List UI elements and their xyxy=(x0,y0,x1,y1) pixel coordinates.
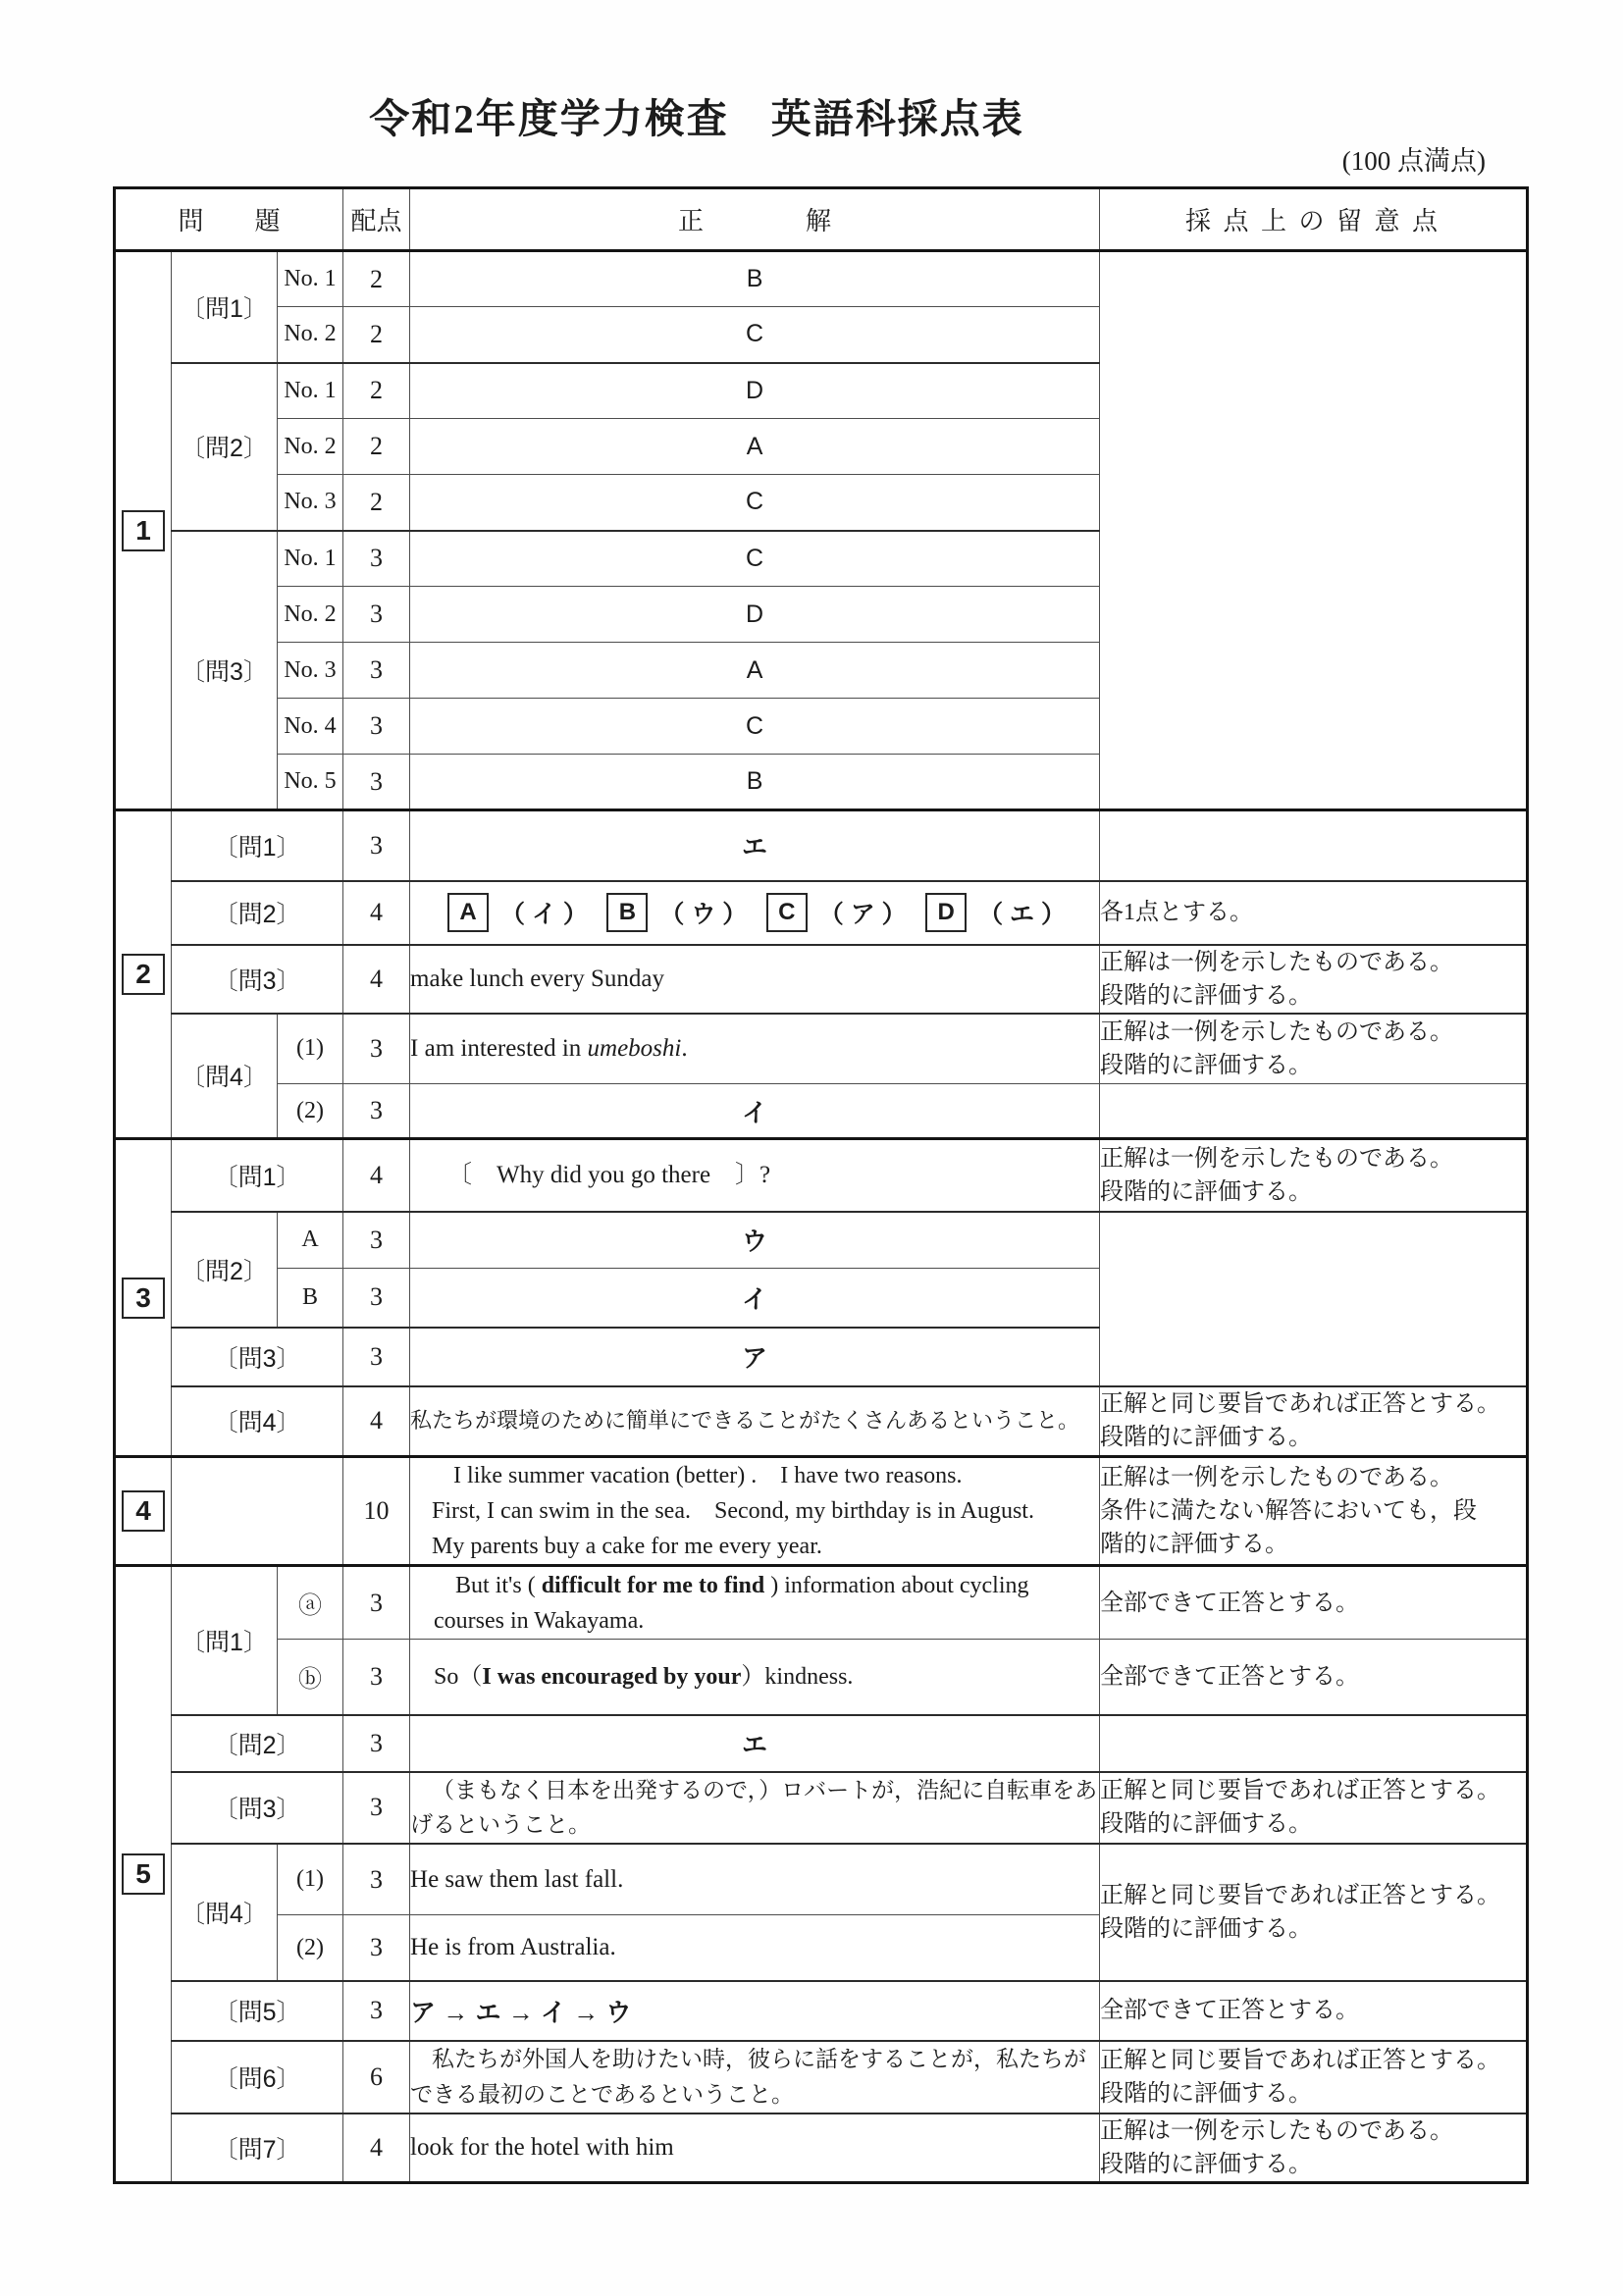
section-3-cell xyxy=(115,1139,172,1457)
s5-q2-notes-empty xyxy=(1100,1715,1528,1772)
s1-q2-no1-points: 2 xyxy=(343,363,410,419)
s5-q3-label: 〔問3〕 xyxy=(172,1772,343,1844)
note-line: 段階的に評価する。 xyxy=(1100,1178,1313,1205)
s2-q1-points: 3 xyxy=(343,810,410,881)
s1-q2-no2-points: 2 xyxy=(343,419,410,475)
s2-q2-val-b: （ ウ ） xyxy=(659,901,748,928)
section-1-number: 1 xyxy=(122,510,165,551)
s5-q2-answer: エ xyxy=(410,1715,1100,1772)
s2-q2-answer-row xyxy=(410,893,1099,932)
s3-q2-b-answer: イ xyxy=(410,1269,1100,1328)
note-line: 段階的に評価する。 xyxy=(1100,1811,1313,1838)
s1-q3-no2-sub: No. 2 xyxy=(278,587,343,643)
s3-q4-label: 〔問4〕 xyxy=(172,1386,343,1457)
s1-q3-no1-points: 3 xyxy=(343,531,410,587)
s2-q4-1-answer xyxy=(410,1014,1100,1084)
note-line: 段階的に評価する。 xyxy=(1100,2080,1313,2107)
s5-q4-label: 〔問4〕 xyxy=(172,1844,278,1981)
s1-q2-no2-sub: No. 2 xyxy=(278,419,343,475)
s1-q3-no2-answer: D xyxy=(410,587,1100,643)
s2-q2-item-a xyxy=(447,893,588,932)
s3-q1-notes xyxy=(1100,1139,1528,1212)
s5-q6-answer xyxy=(410,2041,1100,2113)
s4-points: 10 xyxy=(343,1457,410,1566)
s2-q4-2-sub: (2) xyxy=(278,1084,343,1139)
s1-q1-no1-sub: No. 1 xyxy=(278,251,343,307)
s2-q3-label: 〔問3〕 xyxy=(172,945,343,1014)
s1-q1-label: 〔問1〕 xyxy=(172,251,278,363)
s3-q3-points: 3 xyxy=(343,1328,410,1386)
s1-q3-no4-answer: C xyxy=(410,699,1100,755)
s5-q6-label: 〔問6〕 xyxy=(172,2041,343,2113)
s5-q1-a-notes: 全部できて正答とする。 xyxy=(1100,1566,1528,1640)
full-marks-label: (100 点満点) xyxy=(1341,146,1486,176)
answer-line: （まもなく日本を出発するので，）ロバートが，浩紀に自転車をあ xyxy=(432,1777,1098,1802)
s5-q3-points: 3 xyxy=(343,1772,410,1844)
s5-q3-answer xyxy=(410,1772,1100,1844)
header-question: 問 題 xyxy=(115,188,343,251)
header-answer: 正 解 xyxy=(410,188,1100,251)
s2-q2-label: 〔問2〕 xyxy=(172,881,343,945)
note-line: 段階的に評価する。 xyxy=(1100,1425,1313,1451)
s1-q3-label: 〔問3〕 xyxy=(172,531,278,810)
s2-q4-label: 〔問4〕 xyxy=(172,1014,278,1139)
s5-q2-points: 3 xyxy=(343,1715,410,1772)
answer-line: courses in Wakayama. xyxy=(434,1607,645,1634)
s5-q4-2-sub: (2) xyxy=(278,1915,343,1981)
s5-q1-b-notes: 全部できて正答とする。 xyxy=(1100,1640,1528,1715)
scoring-table xyxy=(113,186,1529,2184)
note-line: 正解は一例を示したものである。 xyxy=(1100,2117,1454,2144)
s5-q5-label: 〔問5〕 xyxy=(172,1981,343,2041)
s1-q3-no5-sub: No. 5 xyxy=(278,755,343,810)
s2-q2-val-d: （ エ ） xyxy=(978,901,1067,928)
s5-q7-points: 4 xyxy=(343,2113,410,2183)
section-5-number: 5 xyxy=(122,1853,165,1895)
note-line: 正解は一例を示したものである。 xyxy=(1100,1018,1454,1045)
s2-q2-box-c: C xyxy=(766,893,808,932)
s5-q4-notes xyxy=(1100,1844,1528,1981)
note-line: 段階的に評価する。 xyxy=(1100,1052,1313,1078)
s2-q2-answer xyxy=(410,881,1100,945)
s3-q2-a-sub: A xyxy=(278,1212,343,1269)
s2-q1-notes-empty xyxy=(1100,810,1528,881)
page-title: 令和2年度学力検査 英語科採点表 xyxy=(369,96,1024,141)
answer-line: げるということ。 xyxy=(410,1812,592,1838)
note-line: 正解は一例を示したものである。 xyxy=(1100,1465,1454,1491)
s3-q1-answer: 〔 Why did you go there 〕? xyxy=(410,1139,1100,1212)
s1-q2-no1-answer: D xyxy=(410,363,1100,419)
s3-q4-points: 4 xyxy=(343,1386,410,1457)
section-1-cell xyxy=(115,251,172,810)
answer-line: 私たちが外国人を助けたい時，彼らに話をすることが，私たちが xyxy=(432,2047,1087,2072)
s1-q2-no3-points: 2 xyxy=(343,475,410,531)
answer-line: First, I can swim in the sea. Second, my birthday is in August. xyxy=(432,1498,1034,1525)
s2-q3-notes xyxy=(1100,945,1528,1014)
header-points: 配点 xyxy=(343,188,410,251)
scoring-table-wrap xyxy=(113,186,1529,2184)
s5-q1-label: 〔問1〕 xyxy=(172,1566,278,1715)
note-line: 段階的に評価する。 xyxy=(1100,982,1313,1009)
s2-q3-answer: make lunch every Sunday xyxy=(410,945,1100,1014)
s2-q1-answer: エ xyxy=(410,810,1100,881)
s1-q3-no4-points: 3 xyxy=(343,699,410,755)
s1-q1-no1-answer: B xyxy=(410,251,1100,307)
s4-answer xyxy=(410,1457,1100,1566)
s5-q4-1-sub: (1) xyxy=(278,1844,343,1915)
section-3-number: 3 xyxy=(122,1278,165,1319)
s3-q4-notes xyxy=(1100,1386,1528,1457)
s1-q2-label: 〔問2〕 xyxy=(172,363,278,531)
note-line: 正解と同じ要旨であれば正答とする。 xyxy=(1100,1778,1501,1804)
answer-line: できる最初のことであるということ。 xyxy=(410,2081,795,2107)
note-line: 正解と同じ要旨であれば正答とする。 xyxy=(1100,2047,1501,2073)
s1-q1-no2-sub: No. 2 xyxy=(278,307,343,363)
s1-q3-no1-answer: C xyxy=(410,531,1100,587)
answer-text: ）kindness. xyxy=(741,1663,854,1690)
s1-q3-no3-sub: No. 3 xyxy=(278,643,343,699)
s2-q2-points: 4 xyxy=(343,881,410,945)
answer-text: ) information about cycling xyxy=(764,1572,1029,1598)
s5-q5-notes: 全部できて正答とする。 xyxy=(1100,1981,1528,2041)
s5-q7-label: 〔問7〕 xyxy=(172,2113,343,2183)
answer-line xyxy=(434,1568,1099,1603)
section-4-number: 4 xyxy=(122,1490,165,1532)
s1-q3-no5-points: 3 xyxy=(343,755,410,810)
header-notes: 採 点 上 の 留 意 点 xyxy=(1100,188,1528,251)
answer-text: So（ xyxy=(434,1663,483,1690)
s1-q3-no4-sub: No. 4 xyxy=(278,699,343,755)
s5-q2-label: 〔問2〕 xyxy=(172,1715,343,1772)
note-line: 正解と同じ要旨であれば正答とする。 xyxy=(1100,1882,1501,1908)
s5-q5-answer: ア → エ → イ → ウ xyxy=(410,1981,1100,2041)
s5-q4-1-points: 3 xyxy=(343,1844,410,1915)
section-2-cell xyxy=(115,810,172,1139)
s2-q4-2-points: 3 xyxy=(343,1084,410,1139)
s5-q4-1-answer: He saw them last fall. xyxy=(410,1844,1100,1915)
s2-q4-1-points: 3 xyxy=(343,1014,410,1084)
s5-q1-b-answer xyxy=(410,1640,1100,1715)
s1-q1-no2-answer: C xyxy=(410,307,1100,363)
s2-q4-2-answer: イ xyxy=(410,1084,1100,1139)
s1-q3-no1-sub: No. 1 xyxy=(278,531,343,587)
s3-q2-a-points: 3 xyxy=(343,1212,410,1269)
s2-q1-label: 〔問1〕 xyxy=(172,810,343,881)
s3-q3-label: 〔問3〕 xyxy=(172,1328,343,1386)
s2-q2-val-a: （ イ ） xyxy=(500,901,588,928)
s1-q3-no3-answer: A xyxy=(410,643,1100,699)
note-line: 正解は一例を示したものである。 xyxy=(1100,949,1454,975)
section-2-number: 2 xyxy=(122,954,165,995)
s1-q3-no2-points: 3 xyxy=(343,587,410,643)
answer-text: . xyxy=(681,1035,688,1063)
s3-q3-answer: ア xyxy=(410,1328,1100,1386)
section-5-cell xyxy=(115,1566,172,2183)
note-line: 正解は一例を示したものである。 xyxy=(1100,1145,1454,1172)
s1-q2-no3-answer: C xyxy=(410,475,1100,531)
s3-q4-answer: 私たちが環境のために簡単にできることがたくさんあるということ。 xyxy=(410,1386,1100,1457)
answer-text: But it's ( xyxy=(455,1572,542,1598)
s2-q4-2-notes-empty xyxy=(1100,1084,1528,1139)
s2-q2-item-d xyxy=(925,893,1066,932)
s1-q1-no1-points: 2 xyxy=(343,251,410,307)
note-line: 正解と同じ要旨であれば正答とする。 xyxy=(1100,1391,1501,1418)
s2-q2-box-d: D xyxy=(925,893,967,932)
s5-q1-b-points: 3 xyxy=(343,1640,410,1715)
s1-q2-no2-answer: A xyxy=(410,419,1100,475)
s5-q5-points: 3 xyxy=(343,1981,410,2041)
s5-q7-answer: look for the hotel with him xyxy=(410,2113,1100,2183)
s4-question-label-empty xyxy=(172,1457,343,1566)
s3-q2-b-points: 3 xyxy=(343,1269,410,1328)
s3-q2-b-sub: B xyxy=(278,1269,343,1328)
section-4-cell xyxy=(115,1457,172,1566)
s1-notes-empty xyxy=(1100,251,1528,810)
s2-q4-1-notes xyxy=(1100,1014,1528,1084)
note-line: 階的に評価する。 xyxy=(1100,1532,1289,1558)
s2-q2-box-a: A xyxy=(447,893,489,932)
note-line: 段階的に評価する。 xyxy=(1100,2152,1313,2178)
s5-q1-a-sub: ⓐ xyxy=(278,1566,343,1640)
s3-q2-label: 〔問2〕 xyxy=(172,1212,278,1328)
s5-q1-a-points: 3 xyxy=(343,1566,410,1640)
answer-text: I am interested in xyxy=(410,1035,588,1063)
s1-q3-no3-points: 3 xyxy=(343,643,410,699)
answer-bold: difficult for me to find xyxy=(541,1572,765,1598)
s5-q7-notes xyxy=(1100,2113,1528,2183)
s1-q3-no5-answer: B xyxy=(410,755,1100,810)
s5-q6-points: 6 xyxy=(343,2041,410,2113)
answer-italic: umeboshi xyxy=(587,1035,682,1063)
note-line: 段階的に評価する。 xyxy=(1100,1915,1313,1942)
s2-q2-item-c xyxy=(766,893,907,932)
s3-q2-q3-notes-empty xyxy=(1100,1212,1528,1386)
s4-notes xyxy=(1100,1457,1528,1566)
s5-q4-2-answer: He is from Australia. xyxy=(410,1915,1100,1981)
answer-line: My parents buy a cake for me every year. xyxy=(432,1534,822,1560)
s2-q4-1-sub: (1) xyxy=(278,1014,343,1084)
s2-q3-points: 4 xyxy=(343,945,410,1014)
s3-q2-a-answer: ウ xyxy=(410,1212,1100,1269)
s1-q1-no2-points: 2 xyxy=(343,307,410,363)
s2-q2-notes: 各1点とする。 xyxy=(1100,881,1528,945)
s2-q2-item-b xyxy=(606,893,747,932)
s2-q2-val-c: （ ア ） xyxy=(818,901,907,928)
s5-q1-a-answer xyxy=(410,1566,1100,1640)
s3-q1-label: 〔問1〕 xyxy=(172,1139,343,1212)
note-line: 条件に満たない解答においても，段 xyxy=(1100,1498,1478,1525)
s5-q1-b-sub: ⓑ xyxy=(278,1640,343,1715)
s2-q2-box-b: B xyxy=(606,893,648,932)
s3-q1-points: 4 xyxy=(343,1139,410,1212)
s1-q2-no1-sub: No. 1 xyxy=(278,363,343,419)
s5-q4-2-points: 3 xyxy=(343,1915,410,1981)
s1-q2-no3-sub: No. 3 xyxy=(278,475,343,531)
answer-line: I like summer vacation (better) . I have two reasons. xyxy=(453,1463,963,1489)
s5-q3-notes xyxy=(1100,1772,1528,1844)
s5-q6-notes xyxy=(1100,2041,1528,2113)
answer-bold: I was encouraged by your xyxy=(482,1663,742,1690)
